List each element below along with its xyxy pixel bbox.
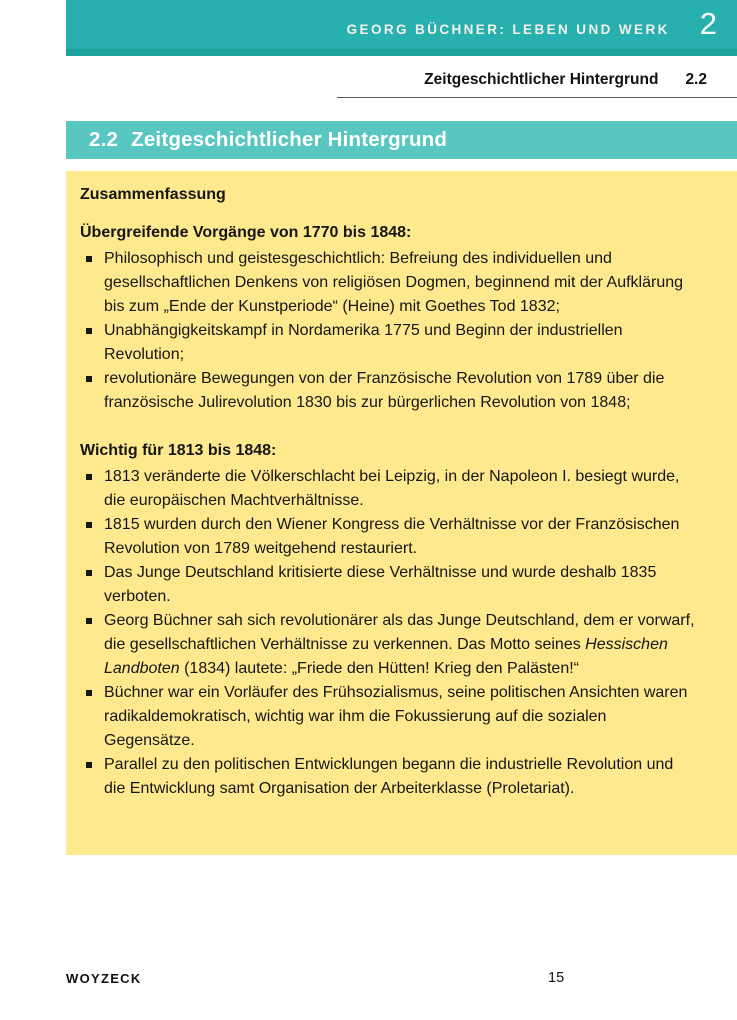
footer-book-title: WOYZECK	[66, 971, 142, 986]
bullet-text-segment: (1834) lautete: „Friede den Hütten! Krieg den Palästen!“	[179, 660, 579, 677]
list-item	[80, 367, 695, 415]
running-head	[66, 71, 737, 89]
summary-group-heading: Wichtig für 1813 bis 1848:	[80, 442, 277, 459]
list-item	[80, 319, 695, 367]
chapter-header-bar	[66, 0, 737, 56]
bullet-square-icon	[86, 474, 92, 480]
bullet-text: Parallel zu den politischen Entwicklungen begann die industrielle Revolution und die Entwicklung samt Organisation der Arbeiterklasse (Proletariat).	[104, 756, 674, 797]
list-item	[80, 465, 695, 513]
bullet-square-icon	[86, 328, 92, 334]
bullet-square-icon	[86, 762, 92, 768]
chapter-header-title: GEORG BÜCHNER: LEBEN UND WERK	[346, 22, 670, 37]
list-item	[80, 753, 695, 801]
running-head-divider	[337, 97, 737, 98]
bullet-text: 1815 wurden durch den Wiener Kongress die Verhältnisse vor der Französischen Revolution von 1789 weitgehend restauriert.	[104, 516, 680, 557]
bullet-text	[104, 609, 695, 681]
bullet-square-icon	[86, 256, 92, 262]
footer-page-number: 15	[548, 970, 565, 986]
bullet-square-icon	[86, 522, 92, 528]
bullet-text-italic-title: Hessischen Landboten	[104, 636, 668, 677]
running-head-title: Zeitgeschichtlicher Hintergrund	[424, 71, 659, 88]
section-heading-bar	[66, 121, 737, 159]
bullet-text: 1813 veränderte die Völkerschlacht bei Leipzig, in der Napoleon I. besiegt wurde, die europäischen Machtverhältnisse.	[104, 468, 680, 509]
chapter-number: 2	[699, 6, 717, 41]
bullet-text: revolutionäre Bewegungen von der Französische Revolution von 1789 über die französische Julirevolution 1830 bis zur bürgerlichen Revolution von 1848;	[104, 370, 665, 411]
summary-box-title: Zusammenfassung	[80, 186, 226, 203]
list-item	[80, 247, 695, 319]
bullet-square-icon	[86, 570, 92, 576]
bullet-square-icon	[86, 690, 92, 696]
summary-box	[66, 171, 737, 855]
list-item	[80, 561, 695, 609]
bullet-square-icon	[86, 376, 92, 382]
list-item	[80, 513, 695, 561]
summary-group-overview	[80, 221, 695, 415]
section-heading-title: Zeitgeschichtlicher Hintergrund	[131, 128, 448, 151]
running-head-section-number: 2.2	[685, 71, 707, 88]
section-heading-number: 2.2	[89, 128, 119, 151]
list-item	[80, 609, 695, 681]
bullet-text: Büchner war ein Vorläufer des Frühsozialismus, seine politischen Ansichten waren radikaldemokratisch, wichtig war ihm die Fokussierung auf die sozialen Gegensätze.	[104, 684, 688, 749]
summary-group-heading: Übergreifende Vorgänge von 1770 bis 1848:	[80, 224, 412, 241]
bullet-list	[80, 247, 695, 415]
bullet-list	[80, 465, 695, 801]
bullet-text-segment: Georg Büchner sah sich revolutionärer als das Junge Deutschland, dem er vorwarf, die gesellschaftlichen Verhältnisse zu verkennen. Das Motto seines	[104, 612, 695, 653]
summary-group-important	[80, 439, 695, 801]
bullet-text: Philosophisch und geistesgeschichtlich: Befreiung des individuellen und gesellschaftlichen Denkens von religiösen Dogmen, beginnend mit der Aufklärung bis zum „Ende der Kunstperiode“ (Heine) mit Goethes Tod 1832;	[104, 250, 684, 315]
bullet-square-icon	[86, 618, 92, 624]
bullet-text: Unabhängigkeitskampf in Nordamerika 1775 und Beginn der industriellen Revolution;	[104, 322, 623, 363]
bullet-text: Das Junge Deutschland kritisierte diese Verhältnisse und wurde deshalb 1835 verboten.	[104, 564, 657, 605]
list-item	[80, 681, 695, 753]
